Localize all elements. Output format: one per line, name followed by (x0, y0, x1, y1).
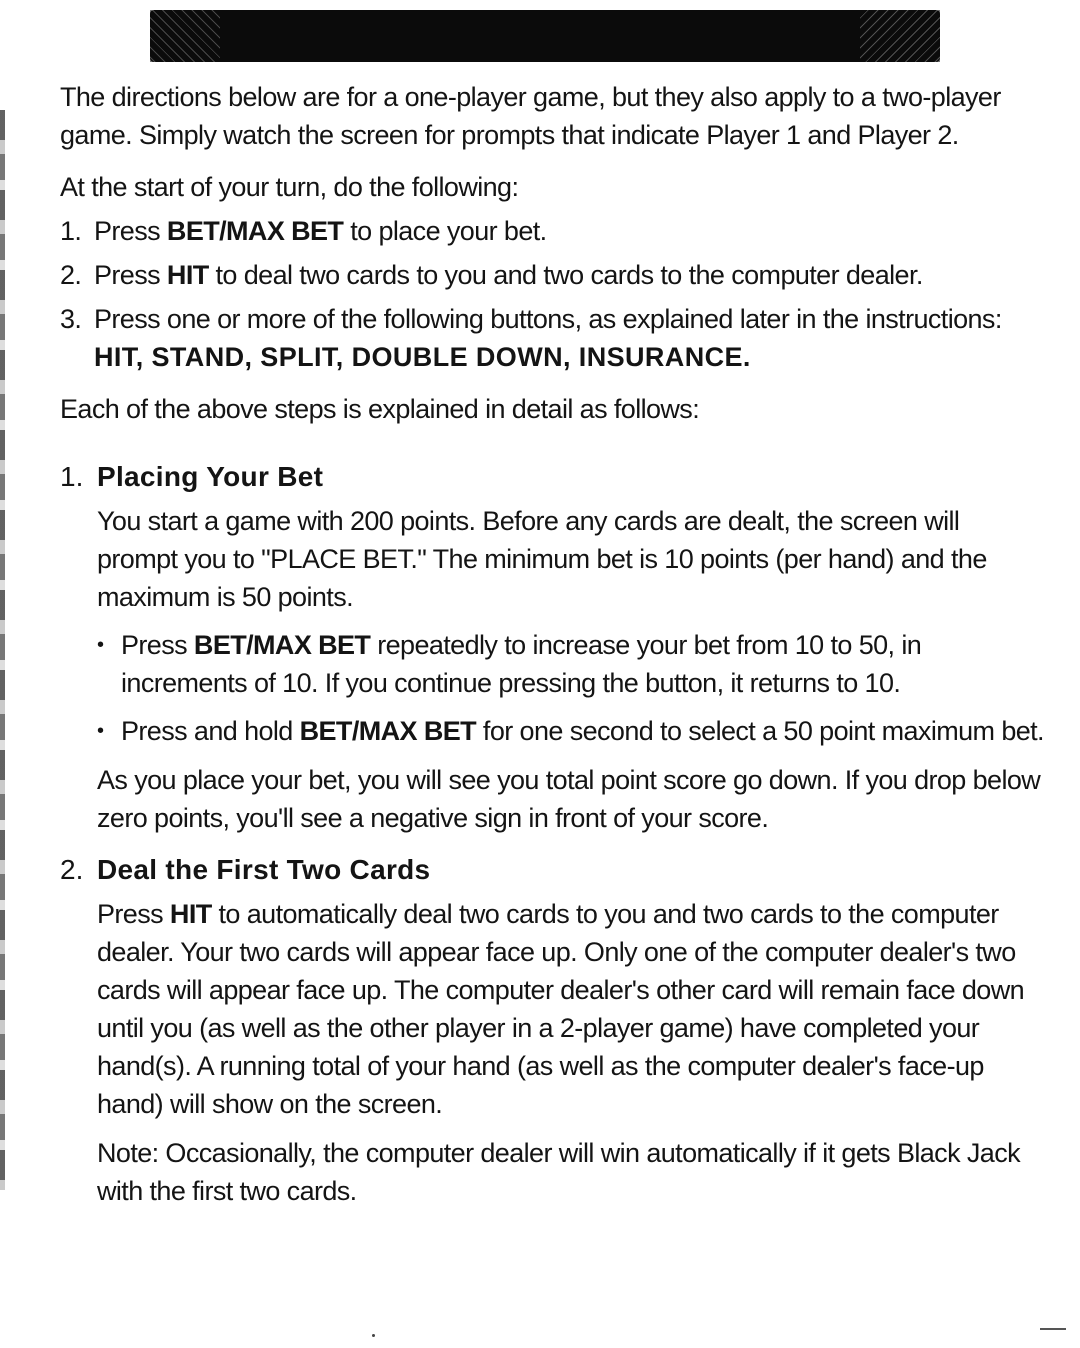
step-text-post: to deal two cards to you and two cards to the computer dealer. (208, 260, 923, 290)
button-name: HIT (166, 260, 209, 290)
step-text (94, 212, 1045, 250)
section-title: Placing Your Bet (97, 461, 324, 492)
step-number: 1. (60, 216, 82, 246)
bullet-text (121, 626, 1045, 702)
step-text-pre: Press one or more of the following buttons, as explained later in the instructions: (94, 304, 1002, 334)
paragraph-pre: Press (97, 899, 170, 929)
step-text-post: to place your bet. (343, 216, 547, 246)
section-heading (60, 458, 1045, 496)
turn-lead: At the start of your turn, do the following: (60, 172, 519, 202)
step-text-pre: Press (94, 260, 167, 290)
corner-mark (1040, 1328, 1066, 1330)
bullet-item (97, 626, 1045, 702)
step-number: 2. (60, 260, 82, 290)
button-name: BET/MAX BET (193, 630, 371, 660)
bullet-text-pre: Press and hold (121, 716, 300, 746)
step-text (94, 300, 1045, 376)
step-item (60, 256, 1045, 294)
section-number: 2. (60, 854, 84, 885)
button-list: HIT, STAND, SPLIT, DOUBLE DOWN, INSURANCE. (94, 342, 751, 372)
bullet-icon: • (97, 720, 104, 742)
step-item (60, 212, 1045, 250)
button-name: BET/MAX BET (166, 216, 344, 246)
bullet-text-pre: Press (121, 630, 194, 660)
intro-paragraph: The directions below are for a one-player game, but they also apply to a two-player game. Simply watch the screen for prompts that indicate Player 1 and Player 2. (60, 82, 1001, 150)
section-paragraph (97, 895, 1045, 1123)
section-paragraph: You start a game with 200 points. Before any cards are dealt, the screen will prompt you to "PLACE BET." The minimum bet is 10 points (per hand) and the maximum is 50 points. (97, 506, 987, 612)
bullet-text-post: for one second to select a 50 point maximum bet. (476, 716, 1044, 746)
banner-texture-right (860, 10, 940, 62)
step-text (94, 256, 1045, 294)
section-note: Note: Occasionally, the computer dealer will win automatically if it gets Black Jack with the first two cards. (97, 1138, 1020, 1206)
paragraph-post: to automatically deal two cards to you and two cards to the computer dealer. Your two cards will appear face up. Only one of the computer dealer's two cards will appear face up. The computer dealer's other card will remain face down until you (as well as the other player in a 2-player game) have completed your hand(s). A running total of your hand (as well as the computer dealer's face-up hand) will show on the screen. (97, 899, 1025, 1119)
header-banner (150, 10, 940, 62)
section-deal-cards (60, 851, 1045, 1210)
button-name: HIT (169, 899, 212, 929)
scan-speck (372, 1334, 375, 1337)
section-closing: As you place your bet, you will see you total point score go down. If you drop below zero points, you'll see a negative sign in front of your score. (97, 765, 1041, 833)
scan-edge (0, 110, 5, 1190)
section-placing-bet (60, 458, 1045, 837)
step-number: 3. (60, 304, 82, 334)
section-body (97, 895, 1045, 1210)
section-number: 1. (60, 461, 84, 492)
page-content (60, 78, 1045, 1210)
step-text-pre: Press (94, 216, 167, 246)
section-heading (60, 851, 1045, 889)
bullet-text-post: repeatedly to increase your bet from 10 to 50, in increments of 10. If you continue pressing the button, it returns to 10. (121, 630, 922, 698)
bullet-item (97, 712, 1045, 750)
banner-texture-left (150, 10, 220, 62)
section-body (97, 502, 1045, 837)
button-name: BET/MAX BET (299, 716, 477, 746)
bullet-icon: • (97, 634, 104, 656)
explained-line: Each of the above steps is explained in detail as follows: (60, 394, 700, 424)
step-item (60, 300, 1045, 376)
bullet-text (121, 712, 1045, 750)
section-title: Deal the First Two Cards (97, 854, 431, 885)
